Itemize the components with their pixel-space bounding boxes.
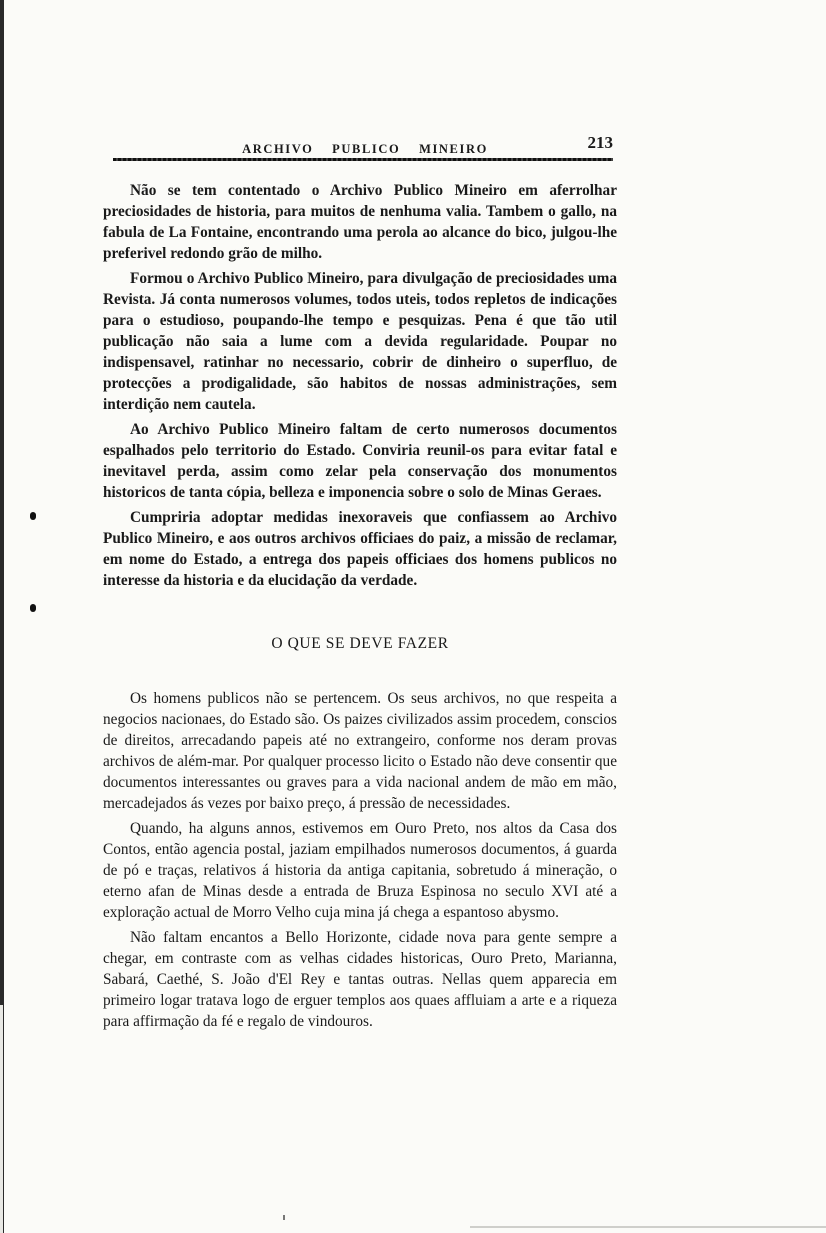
- page-number: 213: [587, 133, 613, 152]
- paragraph: Quando, ha alguns annos, estivemos em Ouro Preto, nos altos da Casa dos Contos, então agencia postal, jaziam empilhados numerosos documentos, á guarda de pó e traças, relativos á historia da antiga capitania, sobretudo á mineração, o eterno afan de Minas desde a entrada de Bruza Espinosa no seculo XVI até a exploração actual de Morro Velho cuja mina já chega a espantoso abysmo.: [103, 820, 617, 921]
- ink-speck: [283, 1215, 285, 1220]
- ink-mark: [30, 512, 36, 520]
- ink-mark: [30, 604, 36, 612]
- page-edge-highlight: [0, 1005, 3, 1233]
- paragraph: Os homens publicos não se pertencem. Os seus archivos, no que respeita a negocios nacionaes, do Estado são. Os paizes civilizados assim procedem, conscios de direitos, arrecadando papeis até no extrangeiro, conforme nos deram provas archivos de além-mar. Por qualquer processo licito o Estado não deve consentir que documentos interessantes ou graves para a vida nacional andem de mão em mão, mercadejados ás vezes por baixo preço, á pressão de necessidades.: [103, 690, 617, 812]
- paragraph: Não faltam encantos a Bello Horizonte, cidade nova para gente sempre a chegar, em contraste com as velhas cidades historicas, Ouro Preto, Marianna, Sabará, Caethé, S. João d'El Rey e tantas outras. Nellas quem apparecia em primeiro logar tratava logo de erguer templos aos quaes affluiam a arte e a riqueza para affirmação da fé e regalo de vindouros.: [103, 929, 617, 1030]
- paragraph: Ao Archivo Publico Mineiro faltam de certo numerosos documentos espalhados pelo territorio do Estado. Conviria reunil-os para evitar fatal e inevitavel perda, assim como zelar pela conservação dos monumentos historicos de tanta cópia, belleza e imponencia sobre o solo de Minas Geraes.: [103, 421, 617, 501]
- page-bottom-edge: [470, 1226, 826, 1228]
- paragraph: Não se tem contentado o Archivo Publico Mineiro em aferrolhar preciosidades de historia, para muitos de nenhuma valia. Tambem o gallo, na fabula de La Fontaine, encontrando uma perola ao alcance do bico, julgou-lhe preferivel redondo grão de milho.: [103, 182, 617, 262]
- section-heading: O QUE SE DEVE FAZER: [271, 635, 449, 652]
- paragraph: Formou o Archivo Publico Mineiro, para divulgação de preciosidades uma Revista. Já conta numerosos volumes, todos uteis, todos repletos de indicações para o estudioso, poupando-lhe tempo e pesquizas. Pena é que tão util publicação não saia a lume com a devida regularidade. Poupar no indispensavel, ratinhar no necessario, cobrir de dinheiro o superfluo, de protecções a prodigalidade, são habitos de nossas administrações, sem interdição nem cautela.: [103, 270, 617, 413]
- page-body: [103, 180, 617, 1036]
- running-header-title: ARCHIVO PUBLICO MINEIRO: [242, 142, 488, 156]
- paragraph: Cumpriria adoptar medidas inexoraveis que confiassem ao Archivo Publico Mineiro, e aos outros archivos officiaes do paiz, a missão de reclamar, em nome do Estado, a entrega dos papeis officiaes dos homens publicos no interesse da historia e da elucidação da verdade.: [103, 509, 617, 589]
- header-rule: [113, 158, 613, 161]
